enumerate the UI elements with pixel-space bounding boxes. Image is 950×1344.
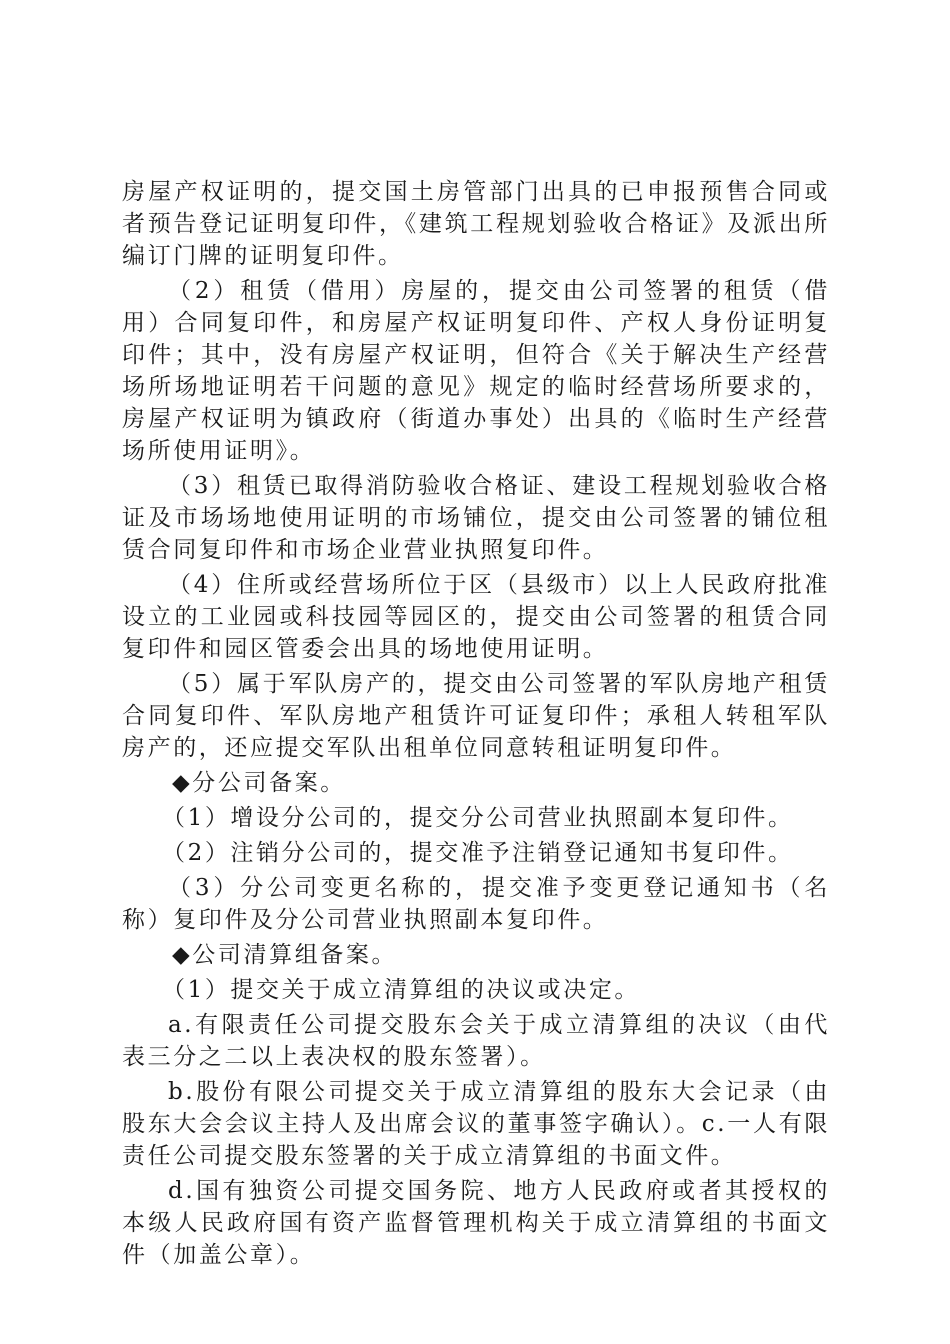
paragraph-liquidation-resolution: （1）提交关于成立清算组的决议或决定。 (162, 977, 641, 1003)
paragraph-joint-stock-record: b.股份有限公司提交关于成立清算组的股东大会记录（由股东大会会议主持人及出席会议的董事签字确认）。c.一人有限责任公司提交股东签署的关于成立清算组的书面文件。 (122, 1079, 830, 1169)
paragraph-market-stall: （3）租赁已取得消防验收合格证、建设工程规划验收合格证及市场场地使用证明的市场铺位，提交由公司签署的铺位租赁合同复印件和市场企业营业执照复印件。 (122, 473, 830, 563)
heading-liquidation-filing: ◆公司清算组备案。 (172, 942, 398, 968)
paragraph-add-branch: （1）增设分公司的，提交分公司营业执照副本复印件。 (162, 805, 794, 831)
paragraph-industrial-park: （4）住所或经营场所位于区（县级市）以上人民政府批准设立的工业园或科技园等园区的，提交由公司签署的租赁合同复印件和园区管委会出具的场地使用证明。 (122, 572, 830, 662)
document-body (122, 176, 830, 1274)
paragraph-lease-house: （2）租赁（借用）房屋的，提交由公司签署的租赁（借用）合同复印件，和房屋产权证明复印件、产权人身份证明复印件；其中，没有房屋产权证明，但符合《关于解决生产经营场所场地证明若干问题的意见》规定的临时经营场所要求的，房屋产权证明为镇政府（街道办事处）出具的《临时生产经营场所使用证明》。 (122, 278, 830, 464)
paragraph-rename-branch: （3）分公司变更名称的，提交准予变更登记通知书（名称）复印件及分公司营业执照副本复印件。 (122, 875, 830, 933)
paragraph-state-owned-document: d.国有独资公司提交国务院、地方人民政府或者其授权的本级人民政府国有资产监督管理机构关于成立清算组的书面文件（加盖公章）。 (122, 1178, 830, 1268)
paragraph-property-certificate: 房屋产权证明的，提交国土房管部门出具的已申报预售合同或者预告登记证明复印件，《建筑工程规划验收合格证》及派出所编订门牌的证明复印件。 (122, 179, 830, 269)
paragraph-military-property: （5）属于军队房产的，提交由公司签署的军队房地产租赁合同复印件、军队房地产租赁许可证复印件；承租人转租军队房产的，还应提交军队出租单位同意转租证明复印件。 (122, 671, 830, 761)
heading-branch-filing: ◆分公司备案。 (172, 770, 346, 796)
paragraph-llc-resolution: a.有限责任公司提交股东会关于成立清算组的决议（由代表三分之二以上表决权的股东签署）。 (122, 1012, 830, 1070)
paragraph-cancel-branch: （2）注销分公司的，提交准予注销登记通知书复印件。 (162, 840, 794, 866)
